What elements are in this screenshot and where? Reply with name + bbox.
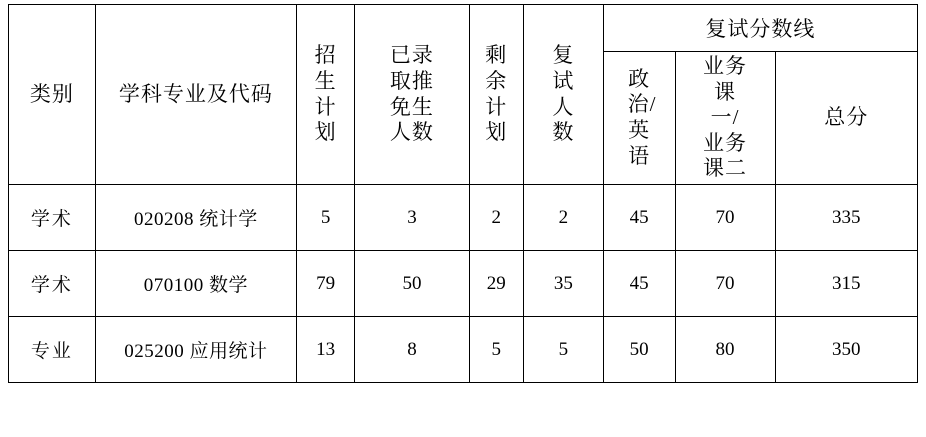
cell-remaining: 5 xyxy=(469,317,524,383)
column-header-plan-label: 招生计划 xyxy=(314,43,337,145)
cell-business: 70 xyxy=(675,251,775,317)
cell-total: 315 xyxy=(775,251,918,317)
document-page xyxy=(0,4,926,437)
column-header-total-label: 总分 xyxy=(824,105,869,130)
column-header-category-label: 类别 xyxy=(29,81,74,106)
column-header-major xyxy=(95,5,296,185)
table-header-row-group xyxy=(9,5,918,52)
cell-plan: 13 xyxy=(296,317,355,383)
column-header-business xyxy=(675,52,775,185)
column-group-header-label: 复试分数线 xyxy=(705,17,816,41)
table-body xyxy=(9,185,918,383)
column-header-remaining xyxy=(469,5,524,185)
cell-plan: 5 xyxy=(296,185,355,251)
cell-remaining: 2 xyxy=(469,185,524,251)
cell-major: 025200 应用统计 xyxy=(95,317,296,383)
column-header-category xyxy=(9,5,96,185)
column-header-politics-english xyxy=(603,52,675,185)
table-header xyxy=(9,5,918,185)
column-header-politics-english-label: 政治/英语 xyxy=(627,66,657,168)
cell-business: 70 xyxy=(675,185,775,251)
cell-plan: 79 xyxy=(296,251,355,317)
cell-politics-english: 45 xyxy=(603,251,675,317)
cell-remaining: 29 xyxy=(469,251,524,317)
cell-major: 070100 数学 xyxy=(95,251,296,317)
cell-politics-english: 50 xyxy=(603,317,675,383)
cell-category: 学术 xyxy=(9,185,96,251)
cell-politics-english: 45 xyxy=(603,185,675,251)
cell-business: 80 xyxy=(675,317,775,383)
table-row xyxy=(9,251,918,317)
column-header-recommended xyxy=(355,5,469,185)
cell-recommended: 50 xyxy=(355,251,469,317)
cell-retest-count: 35 xyxy=(524,251,604,317)
column-header-retest-count-label: 复试人数 xyxy=(552,43,575,145)
column-header-total xyxy=(775,52,918,185)
cell-retest-count: 5 xyxy=(524,317,604,383)
table-row xyxy=(9,185,918,251)
column-header-retest-count xyxy=(524,5,604,185)
cell-total: 350 xyxy=(775,317,918,383)
table-row xyxy=(9,317,918,383)
column-group-header-retest-score-line xyxy=(603,5,917,52)
column-header-major-label: 学科专业及代码 xyxy=(118,81,273,106)
cell-category: 学术 xyxy=(9,251,96,317)
cell-recommended: 8 xyxy=(355,317,469,383)
column-header-plan xyxy=(296,5,355,185)
column-header-business-label: 业务课一/业务课二 xyxy=(703,54,747,181)
cell-major: 020208 统计学 xyxy=(95,185,296,251)
cell-category: 专业 xyxy=(9,317,96,383)
column-header-recommended-label: 已录取推免生人数 xyxy=(389,43,434,145)
cell-total: 335 xyxy=(775,185,918,251)
column-header-remaining-label: 剩余计划 xyxy=(485,43,508,145)
cell-retest-count: 2 xyxy=(524,185,604,251)
cell-recommended: 3 xyxy=(355,185,469,251)
admission-score-table xyxy=(8,4,918,383)
